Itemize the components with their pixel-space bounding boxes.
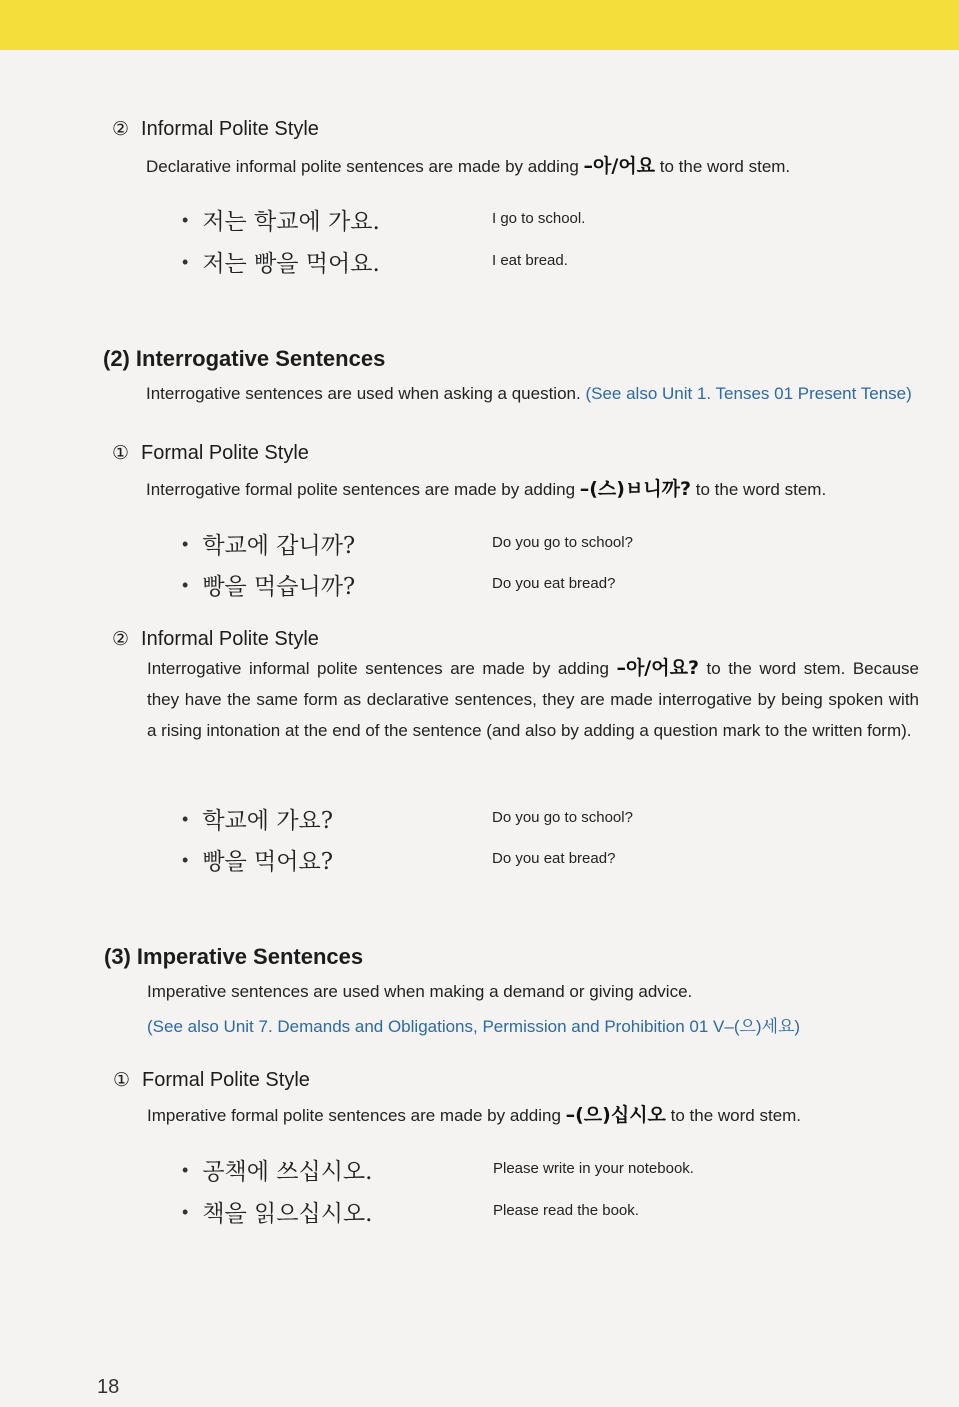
subheading-title: Formal Polite Style — [142, 1069, 310, 1091]
example-en: Do you eat bread? — [492, 575, 616, 592]
top-color-bar — [0, 0, 959, 50]
example-ko: • 학교에 갑니까? — [182, 533, 356, 559]
bullet-icon: • — [182, 252, 189, 272]
informal-declarative-description: Declarative informal polite sentences are made by adding –아/어요 to the word stem. — [146, 155, 791, 177]
see-also-link[interactable]: (See also Unit 7. Demands and Obligations, Permission and Prohibition 01 V–(으)세요) — [147, 1017, 801, 1036]
example-en: I go to school. — [492, 210, 586, 227]
example-ko: • 저는 빵을 먹어요. — [182, 251, 380, 277]
example-ko: • 공책에 쓰십시오. — [182, 1159, 373, 1185]
section-heading-interrogative: (2) Interrogative Sentences — [103, 346, 386, 371]
example-en: Please write in your notebook. — [493, 1160, 694, 1177]
subheading-formal-imperative — [113, 1069, 310, 1092]
subheading-title: Formal Polite Style — [141, 442, 309, 464]
subheading-title: Informal Polite Style — [141, 118, 319, 140]
grammar-ending: –아/어요? — [616, 657, 699, 679]
example-en: Do you go to school? — [492, 534, 633, 551]
bullet-icon: • — [182, 575, 189, 595]
bullet-icon: • — [182, 534, 189, 554]
bullet-icon: • — [182, 1202, 189, 1222]
subheading-informal-declarative — [112, 118, 319, 141]
example-en: Do you eat bread? — [492, 850, 616, 867]
example-en: Do you go to school? — [492, 809, 633, 826]
formal-imperative-description: Imperative formal polite sentences are made by adding –(으)십시오 to the word stem. — [147, 1104, 802, 1126]
circled-number: ② — [112, 628, 130, 650]
formal-interrogative-description: Interrogative formal polite sentences are made by adding –(스)ㅂ니까? to the word stem. — [146, 478, 827, 500]
subheading-formal-interrogative — [112, 442, 309, 465]
bullet-icon: • — [182, 210, 189, 230]
example-ko: • 저는 학교에 가요. — [182, 209, 380, 235]
informal-interrogative-description: Interrogative informal polite sentences are made by adding –아/어요? to the word stem. Because they have the same form as declarative sentences, they are made interrogative by being spoken with a rising intonation at the end of the sentence (and also by adding a question mark to the written form). — [147, 657, 919, 740]
example-en: I eat bread. — [492, 252, 568, 269]
grammar-ending: –아/어요 — [583, 155, 656, 177]
page-number: 18 — [97, 1376, 120, 1398]
bullet-icon: • — [182, 1160, 189, 1180]
subheading-informal-interrogative — [112, 628, 319, 651]
example-ko: • 빵을 먹어요? — [182, 849, 334, 875]
example-en: Please read the book. — [493, 1202, 639, 1219]
bullet-icon: • — [182, 850, 189, 870]
section-heading-imperative: (3) Imperative Sentences — [104, 944, 364, 969]
example-ko: • 빵을 먹습니까? — [182, 574, 356, 600]
example-ko: • 학교에 가요? — [182, 808, 334, 834]
subheading-title: Informal Polite Style — [141, 628, 319, 650]
interrogative-description: Interrogative sentences are used when asking a question. (See also Unit 1. Tenses 01 Present Tense) — [146, 384, 912, 403]
circled-number: ② — [112, 118, 130, 140]
bullet-icon: • — [182, 809, 189, 829]
circled-number: ① — [113, 1069, 131, 1091]
grammar-ending: –(으)십시오 — [565, 1104, 666, 1126]
imperative-description: Imperative sentences are used when making a demand or giving advice. — [147, 982, 693, 1001]
grammar-ending: –(스)ㅂ니까? — [579, 478, 692, 500]
see-also-link[interactable]: (See also Unit 1. Tenses 01 Present Tense) — [585, 384, 912, 403]
circled-number: ① — [112, 442, 130, 464]
example-ko: • 책을 읽으십시오. — [182, 1201, 373, 1227]
